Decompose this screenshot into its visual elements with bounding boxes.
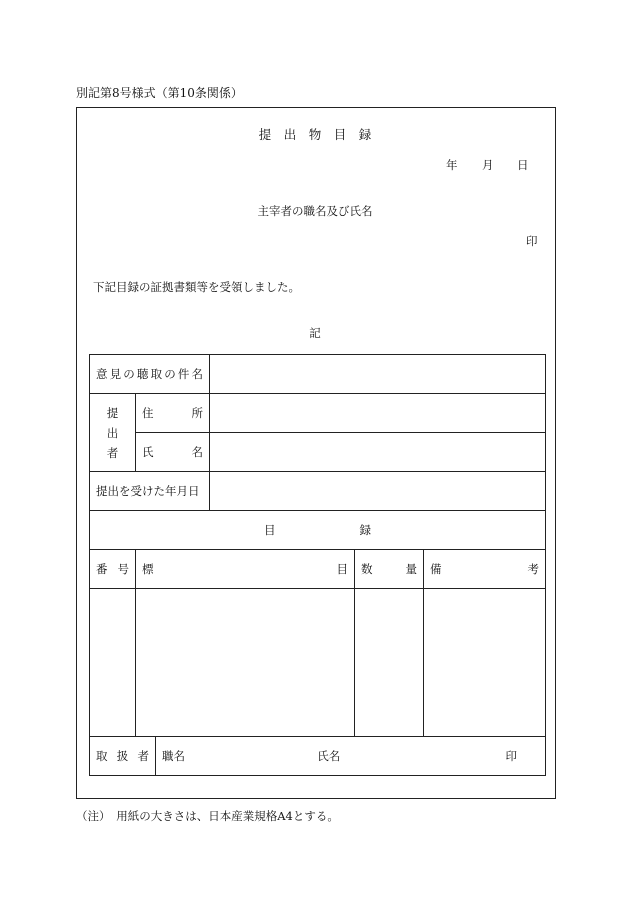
footnote: （注） 用紙の大きさは、日本産業規格A4とする。 [76, 809, 339, 823]
date-year-label: 年 [446, 158, 458, 172]
submitter-address-row [90, 394, 546, 433]
item-quantity-cell[interactable] [355, 589, 424, 737]
received-date-value[interactable] [210, 472, 546, 511]
item-number-cell[interactable] [90, 589, 136, 737]
submitter-name-row [90, 433, 546, 472]
form-number-label: 別記第8号様式（第10条関係） [76, 86, 243, 100]
mokuroku-header-row [90, 511, 546, 550]
col-header-number: 番 号 [90, 550, 136, 589]
date-month-label: 月 [482, 158, 494, 172]
handler-seal-mark: 印 [505, 749, 518, 763]
receipt-statement: 下記目録の証拠書類等を受領しました。 [93, 280, 300, 294]
address-label: 住 所 [136, 394, 210, 433]
col-header-remarks: 備 考 [424, 550, 546, 589]
item-remarks-cell[interactable] [424, 589, 546, 737]
name-label: 氏 名 [136, 433, 210, 472]
handler-label: 取 扱 者 [90, 737, 156, 776]
mokuroku-heading: 目 録 [90, 511, 546, 550]
submitter-label: 提 出 者 [90, 394, 136, 472]
submission-table [89, 354, 546, 776]
item-name-cell[interactable] [136, 589, 355, 737]
handler-title-label: 職名 [162, 749, 185, 763]
received-date-label: 提出を受けた年月日 [90, 472, 210, 511]
handler-row [90, 737, 546, 776]
ki-heading: 記 [309, 326, 321, 340]
handler-name-label: 氏名 [317, 749, 341, 763]
address-value[interactable] [210, 394, 546, 433]
sponsor-seal-mark: 印 [526, 234, 538, 248]
case-name-row [90, 355, 546, 394]
sponsor-name-label: 主宰者の職名及び氏名 [257, 204, 373, 218]
items-body-row [90, 589, 546, 737]
name-value[interactable] [210, 433, 546, 472]
handler-value [156, 737, 546, 776]
document-title: 提 出 物 目 録 [258, 127, 372, 142]
items-column-header-row [90, 550, 546, 589]
case-name-value[interactable] [210, 355, 546, 394]
col-header-quantity: 数 量 [355, 550, 424, 589]
case-name-label: 意 見 の 聴 取 の 件 名 [90, 355, 210, 394]
received-date-row [90, 472, 546, 511]
date-day-label: 日 [517, 158, 529, 172]
col-header-item: 標 目 [136, 550, 355, 589]
